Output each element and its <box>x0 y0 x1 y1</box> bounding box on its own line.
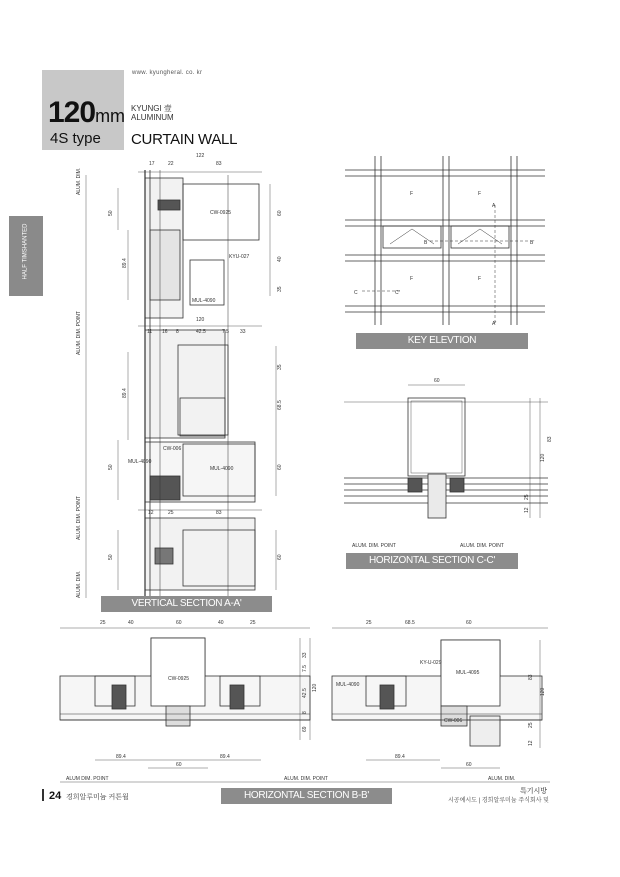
alum-point-c-1: ALUM. DIM. POINT <box>352 543 396 549</box>
dim-mid-total: 120 <box>196 317 205 323</box>
dim-v60-2: 60 <box>277 464 283 470</box>
dim-v425: 42.5 <box>302 688 308 698</box>
vertical-section-drawing <box>86 170 276 598</box>
dim-h25-2: 25 <box>250 620 256 626</box>
dim-h894-2: 89.4 <box>220 754 230 760</box>
dim-hc60: 60 <box>434 378 440 384</box>
horizontal-c-banner: HORIZONTAL SECTION C-C' <box>346 553 518 569</box>
dim-v120: 120 <box>540 453 546 462</box>
dim-h40-2: 40 <box>218 620 224 626</box>
side-tab: HALF TIMSHANTED <box>9 216 43 296</box>
key-f-3: F <box>410 276 414 282</box>
part-cw2-v: CW-006 <box>163 446 182 452</box>
brand-name: KYUNGI 壹 ALUMINUM <box>131 104 174 122</box>
key-a-prime: A' <box>492 321 497 327</box>
dim-v120-b: 120 <box>540 687 546 696</box>
alum-dim-point-label-1: ALUM. DIM. POINT <box>76 311 82 355</box>
size-title: 120mm <box>48 96 126 129</box>
dim-top-c: 83 <box>216 161 222 167</box>
dim-v60-3: 60 <box>277 554 283 560</box>
dim-v25: 25 <box>524 494 530 500</box>
dim-v12: 12 <box>524 507 530 513</box>
key-b-prime: B' <box>530 240 535 246</box>
dim-v33: 33 <box>302 652 308 658</box>
dim-h894-1: 89.4 <box>116 754 126 760</box>
dim-h894-3: 89.4 <box>395 754 405 760</box>
dim-v83-b: 83 <box>528 674 534 680</box>
dim-v12-b: 12 <box>528 740 534 746</box>
dim-bot-c: 83 <box>216 510 222 516</box>
horizontal-section-c-drawing <box>344 385 548 518</box>
dim-top-total: 122 <box>196 153 205 159</box>
dim-v685: 68.5 <box>277 400 283 410</box>
dim-v35-1: 35 <box>277 286 283 292</box>
key-a: A <box>492 203 496 209</box>
footer-doc-title: 경희알루미늄 커튼월 <box>66 794 129 801</box>
dim-top-b: 22 <box>168 161 174 167</box>
dim-v69: 69 <box>302 726 308 732</box>
part-mul-2: MUL-4090 <box>128 459 152 465</box>
alum-point-c-2: ALUM. DIM. POINT <box>460 543 504 549</box>
alum-dim-label-2: ALUM. DIM. <box>76 570 82 598</box>
key-c: C <box>354 290 358 296</box>
dim-h25-3: 25 <box>366 620 372 626</box>
dim-v120b: 120 <box>312 683 318 692</box>
dim-v35-2: 35 <box>277 364 283 370</box>
dim-mid-c: 8 <box>176 329 179 335</box>
dim-v75: 7.5 <box>302 665 308 672</box>
footer-company: 특기시방 <box>520 788 548 795</box>
dim-mid-e: 7.5 <box>222 329 229 335</box>
alum-point-b-1: ALUM DIM. POINT <box>66 776 109 782</box>
dim-h685: 68.5 <box>405 620 415 626</box>
key-f-4: F <box>478 276 482 282</box>
part-ky2: KY-U-029 <box>420 660 442 666</box>
dim-v40: 40 <box>277 256 283 262</box>
dim-h25-1: 25 <box>100 620 106 626</box>
key-elevation-banner: KEY ELEVTION <box>356 333 528 349</box>
alum-point-b-2: ALUM. DIM. POINT <box>284 776 328 782</box>
key-b: B <box>424 240 428 246</box>
key-f-2: F <box>478 191 482 197</box>
dim-bot-a: 12 <box>148 510 154 516</box>
dim-v50-3: 50 <box>108 554 114 560</box>
dim-v50-1: 50 <box>108 210 114 216</box>
horizontal-b-banner: HORIZONTAL SECTION B-B' <box>221 788 392 804</box>
horizontal-section-b-drawing <box>60 628 550 782</box>
part-cw2-b: CW-006 <box>444 718 463 724</box>
dim-v25-b: 25 <box>528 722 534 728</box>
part-mul2: MUL-4095 <box>456 670 480 676</box>
dim-bot-b: 25 <box>168 510 174 516</box>
page-number: 24 <box>49 790 62 802</box>
alum-dim-b: ALUM. DIM. <box>488 776 516 782</box>
dim-h60-2: 60 <box>466 620 472 626</box>
dim-h40-1: 40 <box>128 620 134 626</box>
vertical-section-banner: VERTICAL SECTION A-A' <box>101 596 272 612</box>
page-title: CURTAIN WALL <box>131 131 238 148</box>
part-mul-3: MUL-4090 <box>210 466 234 472</box>
dim-v83: 83 <box>547 436 553 442</box>
dim-h60-1: 60 <box>176 620 182 626</box>
dim-top-a: 17 <box>149 161 155 167</box>
dim-mid-b: 16 <box>162 329 168 335</box>
dim-mid-d: 42.5 <box>196 329 206 335</box>
dim-v89-1: 89.4 <box>122 258 128 268</box>
key-elevation-drawing <box>345 156 545 325</box>
key-f-1: F <box>410 191 414 197</box>
dim-h60b: 60 <box>176 762 182 768</box>
part-cw-b: CW-0925 <box>168 676 190 682</box>
dim-mid-a: 11 <box>147 329 153 335</box>
dim-h60c: 60 <box>466 762 472 768</box>
part-mul-1: MUL-4090 <box>192 298 216 304</box>
alum-dim-point-label-2: ALUM. DIM. POINT <box>76 496 82 540</box>
part-kyu: KYU-027 <box>229 254 250 260</box>
alum-dim-label-1: ALUM. DIM. <box>76 167 82 195</box>
part-mul-b: MUL-4090 <box>336 682 360 688</box>
dim-v50-2: 50 <box>108 464 114 470</box>
dim-v60-1: 60 <box>277 210 283 216</box>
website-url: www. kyungheral. co. kr <box>132 70 203 76</box>
dim-mid-f: 33 <box>240 329 246 335</box>
dim-v8: 8 <box>302 711 308 714</box>
key-c-prime: C' <box>395 290 400 296</box>
dim-v89-2: 89.4 <box>122 388 128 398</box>
type-label: 4S type <box>50 130 101 147</box>
footer-note: 시공예시도 | 경희알루미늄 주식회사 및 <box>448 798 549 804</box>
part-cw: CW-0925 <box>210 210 232 216</box>
footer-divider <box>42 789 44 801</box>
